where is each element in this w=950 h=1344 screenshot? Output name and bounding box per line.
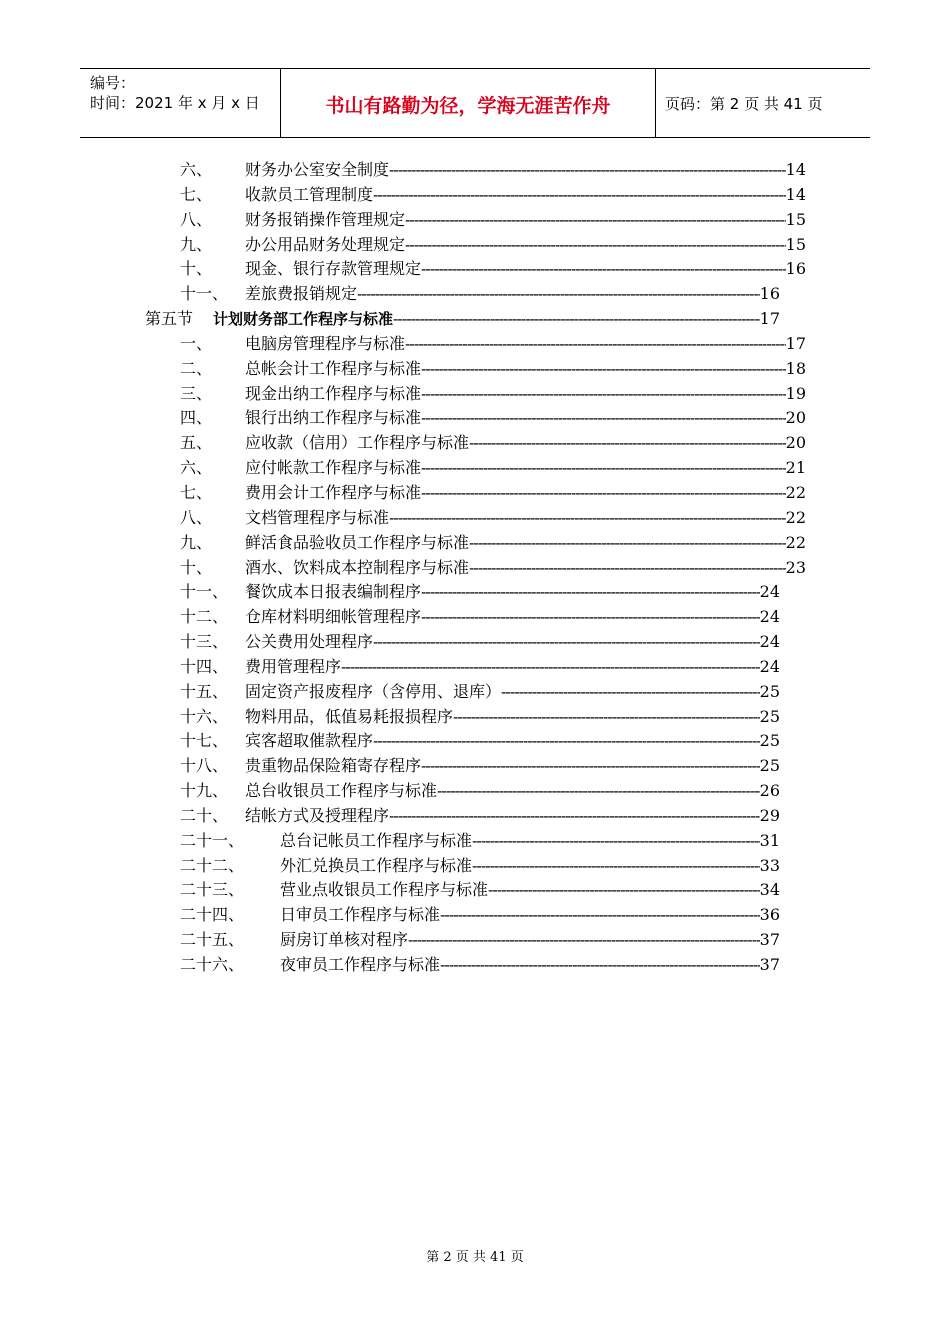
toc-entry: [0, 257, 950, 282]
toc-entry-page: 14: [785, 184, 806, 204]
toc-entry-page: 15: [785, 234, 806, 254]
toc-entry-title: 应收款（信用）工作程序与标准: [245, 433, 470, 453]
toc-entry-page: 16: [759, 284, 780, 304]
toc-entry-number: 四、: [180, 408, 213, 428]
toc-leader-dashes: [421, 456, 786, 481]
toc-entry: [0, 332, 950, 357]
toc-entry: [0, 928, 950, 953]
toc-entry-line: [280, 928, 780, 953]
toc-entry-number: 九、: [180, 532, 213, 552]
toc-entry-number: 五、: [180, 433, 213, 453]
toc-leader-dashes: [488, 878, 760, 903]
toc-leader-dashes: [341, 655, 760, 680]
toc-entry-page: 19: [785, 383, 806, 403]
toc-entry-page: 17: [785, 333, 806, 353]
toc-entry-page: 14: [785, 160, 806, 179]
toc-entry-title: 财务报销操作管理规定: [245, 209, 406, 229]
toc-leader-dashes: [421, 754, 760, 779]
toc-leader-dashes: [389, 506, 786, 531]
toc-entry: [0, 233, 950, 258]
toc-entry-page: 24: [759, 656, 780, 676]
toc-entry-page: 31: [759, 830, 780, 850]
toc-entry-line: [245, 531, 806, 556]
toc-leader-dashes: [373, 729, 760, 754]
toc-entry-title: 收款员工管理制度: [245, 184, 374, 204]
toc-entry-title: 办公用品财务处理规定: [245, 234, 406, 254]
toc-entry-line: [245, 332, 806, 357]
toc-entry: [0, 307, 950, 332]
toc-entry-number: 第五节: [145, 309, 194, 329]
toc-entry-page: 25: [759, 731, 780, 751]
toc-entry-number: 十五、: [180, 681, 229, 701]
toc-entry-line: [280, 953, 780, 978]
toc-leader-dashes: [405, 233, 786, 258]
toc-entry-page: 24: [759, 632, 780, 652]
toc-entry: [0, 531, 950, 556]
toc-entry-number: 二、: [180, 358, 213, 378]
toc-entry-title: 鲜活食品验收员工作程序与标准: [245, 532, 470, 552]
toc-entry: [0, 804, 950, 829]
toc-entry: [0, 729, 950, 754]
toc-entry-title: 银行出纳工作程序与标准: [245, 408, 422, 428]
toc-entry: [0, 183, 950, 208]
toc-leader-dashes: [421, 580, 760, 605]
toc-leader-dashes: [437, 779, 760, 804]
toc-entry-number: 六、: [180, 458, 213, 478]
toc-entry: [0, 779, 950, 804]
toc-entry-number: 十四、: [180, 656, 229, 676]
page-header: [80, 68, 870, 138]
toc-leader-dashes: [469, 556, 786, 581]
toc-entry: [0, 953, 950, 978]
toc-entry-number: 十二、: [180, 607, 229, 627]
toc-leader-dashes: [421, 605, 760, 630]
toc-leader-dashes: [501, 680, 760, 705]
toc-entry: [0, 829, 950, 854]
toc-entry-page: 24: [759, 607, 780, 627]
header-page-number: 页码：第 2 页 共 41 页: [665, 95, 823, 113]
toc-leader-dashes: [389, 158, 786, 183]
doc-number-label: 编号：: [90, 74, 136, 92]
toc-entry-number: 十一、: [180, 284, 229, 304]
header-divider: [655, 69, 656, 137]
table-of-contents: [0, 158, 950, 978]
toc-entry-line: [245, 779, 780, 804]
toc-entry-number: 一、: [180, 333, 213, 353]
toc-entry-page: 15: [785, 209, 806, 229]
toc-entry: [0, 506, 950, 531]
toc-entry-line: [280, 854, 780, 879]
toc-entry-page: 34: [759, 880, 780, 900]
toc-entry-page: 16: [785, 259, 806, 279]
toc-entry-line: [245, 158, 806, 183]
toc-entry-line: [245, 233, 806, 258]
toc-entry-line: [245, 382, 806, 407]
toc-entry-title: 公关费用处理程序: [245, 632, 374, 652]
toc-entry-number: 七、: [180, 184, 213, 204]
toc-entry-title: 计划财务部工作程序与标准: [213, 310, 394, 329]
toc-entry-line: [245, 506, 806, 531]
toc-entry-page: 29: [759, 805, 780, 825]
toc-entry-title: 物料用品，低值易耗报损程序: [245, 706, 454, 726]
doc-date: 时间：2021 年 x 月 x 日: [90, 94, 260, 112]
toc-entry-page: 26: [759, 781, 780, 801]
toc-entry-number: 二十三、: [180, 880, 245, 900]
toc-entry-title: 费用管理程序: [245, 656, 342, 676]
toc-entry-page: 18: [785, 358, 806, 378]
toc-entry-number: 十一、: [180, 582, 229, 602]
toc-entry-page: 36: [759, 905, 780, 925]
toc-leader-dashes: [405, 208, 786, 233]
toc-entry: [0, 431, 950, 456]
toc-entry: [0, 655, 950, 680]
toc-entry: [0, 854, 950, 879]
toc-entry-line: [245, 183, 806, 208]
toc-entry: [0, 754, 950, 779]
toc-entry-line: [245, 804, 780, 829]
toc-entry-line: [245, 456, 806, 481]
toc-entry-title: 现金、银行存款管理规定: [245, 259, 422, 279]
toc-entry-line: [280, 903, 780, 928]
toc-entry-title: 宾客超取催款程序: [245, 731, 374, 751]
toc-entry-line: [245, 680, 780, 705]
toc-entry-number: 二十、: [180, 805, 229, 825]
toc-entry: [0, 605, 950, 630]
toc-leader-dashes: [421, 481, 786, 506]
toc-entry-title: 应付帐款工作程序与标准: [245, 458, 422, 478]
toc-entry-page: 33: [759, 855, 780, 875]
toc-entry-line: [245, 580, 780, 605]
toc-entry: [0, 357, 950, 382]
toc-leader-dashes: [421, 257, 786, 282]
toc-entry-page: 20: [785, 408, 806, 428]
toc-entry-number: 二十一、: [180, 830, 245, 850]
toc-leader-dashes: [408, 928, 760, 953]
toc-entry-title: 仓库材料明细帐管理程序: [245, 607, 422, 627]
toc-leader-dashes: [469, 531, 786, 556]
toc-entry-page: 17: [759, 309, 780, 329]
toc-entry-line: [245, 655, 780, 680]
toc-entry-page: 24: [759, 582, 780, 602]
toc-entry: [0, 878, 950, 903]
header-motto: 书山有路勤为径，学海无涯苦作舟: [325, 95, 611, 117]
toc-entry: [0, 680, 950, 705]
toc-entry-line: [245, 630, 780, 655]
toc-entry-page: 22: [785, 532, 806, 552]
toc-entry-title: 日审员工作程序与标准: [280, 905, 441, 925]
toc-entry-title: 财务办公室安全制度: [245, 160, 390, 179]
toc-entry-title: 营业点收银员工作程序与标准: [280, 880, 489, 900]
toc-entry-number: 十、: [180, 259, 213, 279]
toc-entry-title: 差旅费报销规定: [245, 284, 358, 304]
toc-entry: [0, 481, 950, 506]
toc-entry-page: 22: [785, 507, 806, 527]
toc-entry-number: 十六、: [180, 706, 229, 726]
toc-leader-dashes: [421, 382, 786, 407]
toc-leader-dashes: [389, 804, 760, 829]
toc-entry-line: [280, 878, 780, 903]
toc-entry: [0, 556, 950, 581]
toc-entry-number: 二十二、: [180, 855, 245, 875]
toc-entry-number: 九、: [180, 234, 213, 254]
toc-entry-title: 外汇兑换员工作程序与标准: [280, 855, 473, 875]
header-meta: [90, 73, 260, 113]
toc-leader-dashes: [453, 705, 760, 730]
toc-entry-number: 七、: [180, 482, 213, 502]
toc-entry-page: 25: [759, 706, 780, 726]
toc-leader-dashes: [440, 953, 760, 978]
toc-entry-page: 25: [759, 681, 780, 701]
toc-entry: [0, 282, 950, 307]
toc-entry: [0, 158, 950, 183]
toc-leader-dashes: [472, 854, 760, 879]
toc-leader-dashes: [421, 406, 786, 431]
toc-entry-page: 22: [785, 482, 806, 502]
toc-entry-line: [213, 307, 780, 332]
toc-entry-line: [245, 705, 780, 730]
toc-entry-number: 十三、: [180, 632, 229, 652]
toc-entry-title: 餐饮成本日报表编制程序: [245, 582, 422, 602]
toc-entry-line: [245, 257, 806, 282]
toc-entry-title: 总台收银员工作程序与标准: [245, 781, 438, 801]
toc-entry-line: [245, 605, 780, 630]
toc-entry-title: 贵重物品保险箱寄存程序: [245, 756, 422, 776]
toc-entry-line: [280, 829, 780, 854]
toc-entry-line: [245, 556, 806, 581]
toc-entry: [0, 406, 950, 431]
toc-entry-title: 电脑房管理程序与标准: [245, 333, 406, 353]
toc-leader-dashes: [373, 630, 760, 655]
toc-entry-line: [245, 481, 806, 506]
toc-entry-title: 费用会计工作程序与标准: [245, 482, 422, 502]
toc-leader-dashes: [405, 332, 786, 357]
toc-entry-number: 二十六、: [180, 955, 245, 974]
toc-entry-number: 二十四、: [180, 905, 245, 925]
toc-entry-title: 总帐会计工作程序与标准: [245, 358, 422, 378]
toc-entry: [0, 382, 950, 407]
toc-entry-title: 总台记帐员工作程序与标准: [280, 830, 473, 850]
toc-entry: [0, 705, 950, 730]
toc-entry-page: 37: [759, 955, 780, 974]
toc-entry: [0, 580, 950, 605]
toc-entry-number: 十九、: [180, 781, 229, 801]
toc-entry-line: [245, 208, 806, 233]
toc-entry-number: 六、: [180, 160, 213, 179]
toc-entry-line: [245, 282, 780, 307]
toc-entry-title: 厨房订单核对程序: [280, 930, 409, 950]
toc-entry-line: [245, 406, 806, 431]
toc-entry-number: 三、: [180, 383, 213, 403]
toc-leader-dashes: [373, 183, 786, 208]
toc-leader-dashes: [440, 903, 760, 928]
toc-leader-dashes: [469, 431, 786, 456]
toc-entry-title: 现金出纳工作程序与标准: [245, 383, 422, 403]
toc-entry-title: 结帐方式及授理程序: [245, 805, 390, 825]
toc-entry: [0, 456, 950, 481]
toc-entry-page: 21: [785, 458, 806, 478]
toc-entry-line: [245, 754, 780, 779]
toc-entry: [0, 903, 950, 928]
page-footer: 第 2 页 共 41 页: [426, 1250, 524, 1265]
toc-entry-number: 二十五、: [180, 930, 245, 950]
toc-leader-dashes: [421, 357, 786, 382]
toc-entry-number: 八、: [180, 209, 213, 229]
toc-entry-number: 十七、: [180, 731, 229, 751]
toc-entry-title: 文档管理程序与标准: [245, 507, 390, 527]
toc-entry-line: [245, 729, 780, 754]
toc-leader-dashes: [393, 307, 760, 332]
toc-entry-page: 23: [785, 557, 806, 577]
toc-entry-line: [245, 431, 806, 456]
toc-entry-line: [245, 357, 806, 382]
toc-entry: [0, 630, 950, 655]
toc-entry-title: 酒水、饮料成本控制程序与标准: [245, 557, 470, 577]
toc-entry-title: 固定资产报废程序（含停用、退库）: [245, 681, 502, 701]
toc-leader-dashes: [472, 829, 760, 854]
toc-entry-number: 八、: [180, 507, 213, 527]
toc-entry-page: 25: [759, 756, 780, 776]
toc-entry: [0, 208, 950, 233]
toc-entry-page: 37: [759, 930, 780, 950]
toc-leader-dashes: [357, 282, 760, 307]
toc-entry-title: 夜审员工作程序与标准: [280, 955, 441, 974]
toc-entry-number: 十、: [180, 557, 213, 577]
toc-entry-number: 十八、: [180, 756, 229, 776]
toc-entry-page: 20: [785, 433, 806, 453]
